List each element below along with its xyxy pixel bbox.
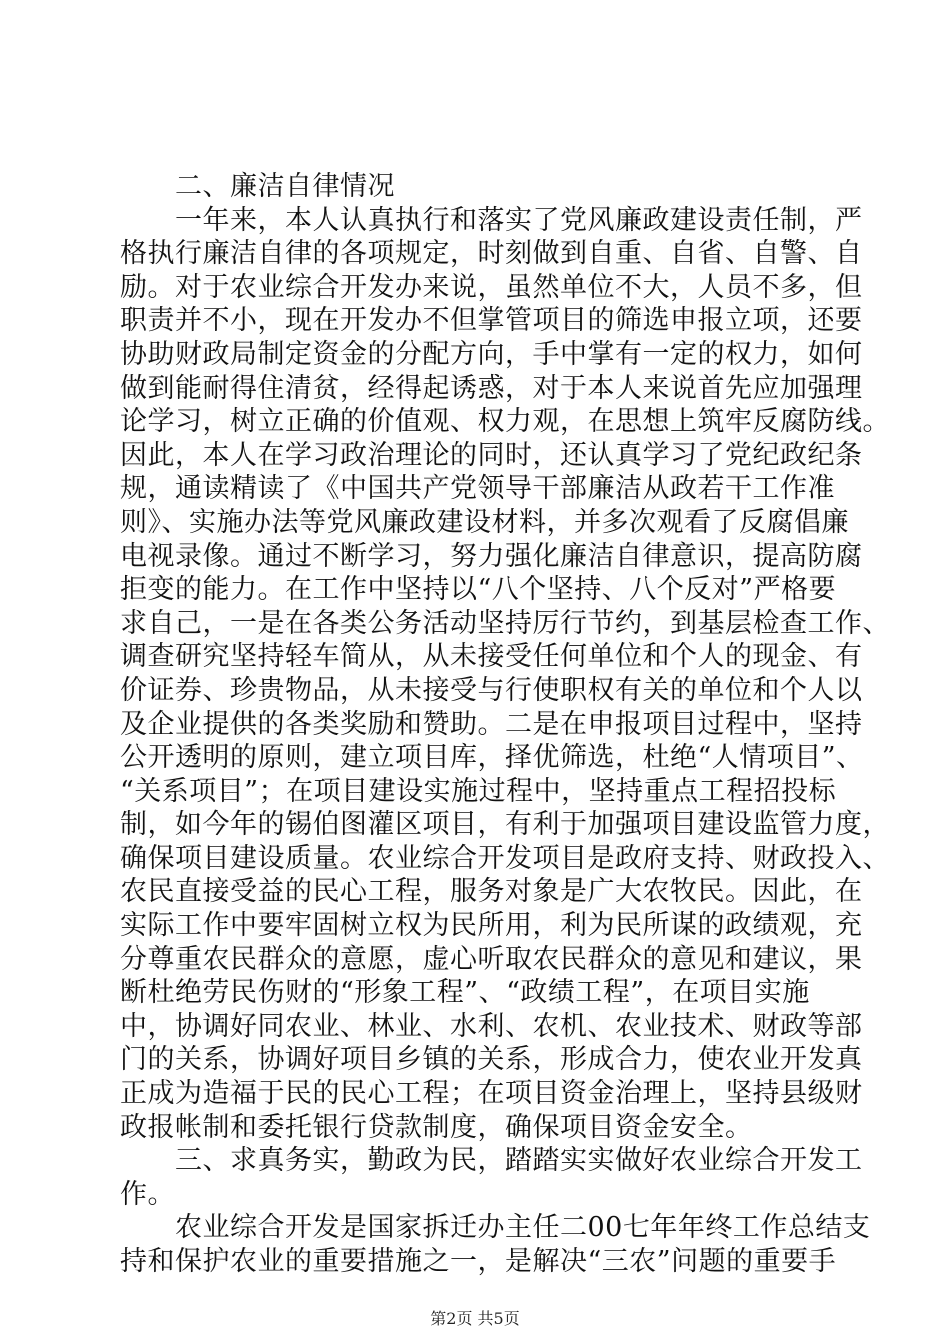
text-line: 政报帐制和委托银行贷款制度，确保项目资金安全。 [120, 1111, 753, 1143]
text-line: 调查研究坚持轻车简从，从未接受任何单位和个人的现金、有 [120, 641, 863, 673]
text-line: 确保项目建设质量。农业综合开发项目是政府支持、财政投入、 [120, 842, 890, 874]
text-line: 农业综合开发是国家拆迁办主任二00七年年终工作总结支 [120, 1212, 871, 1244]
text-line: 二、廉洁自律情况 [120, 171, 395, 202]
text-line: 协助财政局制定资金的分配方向，手中掌有一定的权力，如何 [120, 338, 863, 370]
text-line: 断杜绝劳民伤财的“形象工程”、“政绩工程”，在项目实施 [120, 977, 810, 1009]
text-line: 则》、实施办法等党风廉政建设材料，并多次观看了反腐倡廉 [120, 506, 849, 538]
text-line: 因此，本人在学习政治理论的同时，还认真学习了党纪政纪条 [120, 439, 863, 471]
text-line: 门的关系，协调好项目乡镇的关系，形成合力，使农业开发真 [120, 1044, 863, 1076]
text-line: 持和保护农业的重要措施之一，是解决“三农”问题的重要手 [120, 1246, 837, 1277]
text-line: 制，如今年的锡伯图灌区项目，有利于加强项目建设监管力度， [120, 809, 890, 841]
text-line: 论学习，树立正确的价值观、权力观，在思想上筑牢反腐防线。 [120, 406, 890, 438]
text-line: 三、求真务实，勤政为民，踏踏实实做好农业综合开发工 [120, 1145, 863, 1177]
text-line: 拒变的能力。在工作中坚持以“八个坚持、八个反对”严格要 [120, 574, 837, 606]
text-line: 求自己，一是在各类公务活动坚持厉行节约，到基层检查工作、 [120, 607, 890, 639]
text-line: 及企业提供的各类奖励和赞助。二是在申报项目过程中，坚持 [120, 708, 863, 740]
text-line: 规，通读精读了《中国共产党领导干部廉洁从政若干工作准 [120, 473, 835, 505]
text-line: 励。对于农业综合开发办来说，虽然单位不大，人员不多，但 [120, 271, 863, 303]
page-number: 第2页 共5页 [430, 1309, 520, 1328]
text-line: 公开透明的原则，建立项目库，择优筛选，杜绝“人情项目”、 [120, 742, 864, 774]
text-line: 农民直接受益的民心工程，服务对象是广大农牧民。因此，在 [120, 876, 863, 908]
document-body [120, 170, 890, 1279]
text-line: 作。 [120, 1178, 175, 1210]
text-line: 中，协调好同农业、林业、水利、农机、农业技术、财政等部 [120, 1010, 863, 1042]
text-line: 价证券、珍贵物品，从未接受与行使职权有关的单位和个人以 [120, 674, 863, 706]
text-line: 实际工作中要牢固树立权为民所用，利为民所谋的政绩观，充 [120, 910, 863, 942]
text-line: 格执行廉洁自律的各项规定，时刻做到自重、自省、自警、自 [120, 238, 863, 270]
text-line: 做到能耐得住清贫，经得起诱惑，对于本人来说首先应加强理 [120, 372, 863, 404]
text-line: “关系项目”；在项目建设实施过程中，坚持重点工程招投标 [120, 775, 837, 807]
text-line: 职责并不小，现在开发办不但掌管项目的筛选申报立项，还要 [120, 305, 863, 337]
text-line: 电视录像。通过不断学习，努力强化廉洁自律意识，提高防腐 [120, 540, 863, 572]
text-line: 分尊重农民群众的意愿，虚心听取农民群众的意见和建议，果 [120, 943, 863, 975]
text-line: 一年来，本人认真执行和落实了党风廉政建设责任制，严 [120, 204, 863, 236]
text-line: 正成为造福于民的民心工程；在项目资金治理上，坚持县级财 [120, 1078, 863, 1110]
